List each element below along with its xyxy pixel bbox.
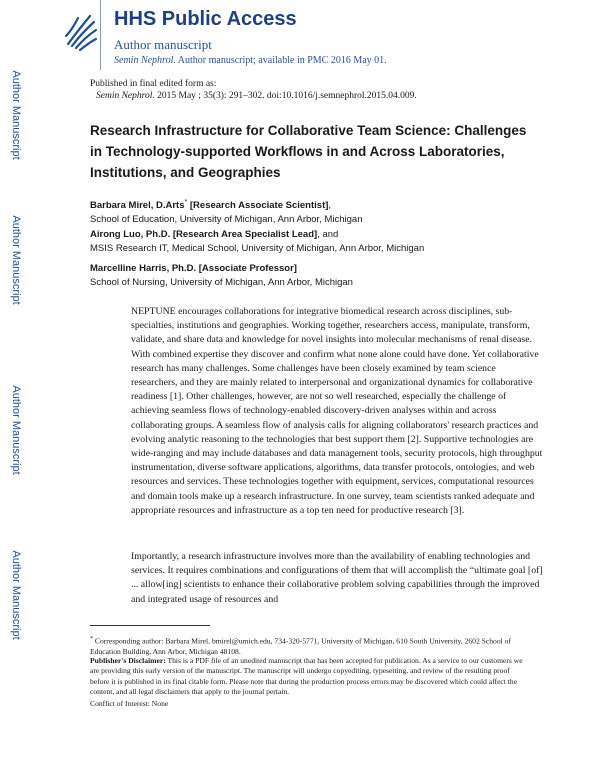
journal-name: Semin Nephrol	[114, 55, 174, 66]
side-label-3: Author Manuscript	[10, 385, 22, 475]
footnote-divider	[90, 625, 210, 626]
author-affiliation: MSIS Research IT, Medical School, University of Michigan, Ann Arbor, Michigan	[90, 243, 425, 254]
conflict-of-interest: Conflict of Interest: None	[90, 699, 169, 708]
availability-text: . Author manuscript; available in PMC 2016 May 01.	[173, 55, 387, 66]
article-title: Research Infrastructure for Collaborative Team Science: Challenges in Technology-supported Workflows in and Across Laboratories, Institutions, and Geographies	[90, 123, 527, 180]
side-label-1: Author Manuscript	[10, 70, 22, 160]
author-manuscript-subtitle: Author manuscript	[114, 37, 212, 52]
publisher-disclaimer	[90, 656, 530, 698]
body-paragraph: Importantly, a research infrastructure involves more than the availability of enabling technologies and services. It requires combinations and configurations of them that will accomplish the “ultimate goal [of] ... allow[ing] scientists to enhance their collaborative problem solving capabilities through the improved and integrated usage of resources and	[131, 551, 543, 605]
hhs-public-access-title: HHS Public Access	[114, 8, 297, 30]
citation-journal: Semin Nephrol	[96, 91, 153, 101]
author-affiliation: School of Education, University of Michigan, Ann Arbor, Michigan	[90, 214, 363, 226]
header-divider	[100, 0, 101, 70]
author-role: [Associate Professor]	[198, 263, 297, 274]
author-sep: , and	[317, 229, 339, 240]
author-block-3	[90, 262, 353, 290]
availability-line	[114, 55, 387, 66]
author-sep: ,	[328, 200, 332, 212]
author-name: Airong Luo, Ph.D.	[90, 229, 171, 240]
author-role: [Research Area Specialist Lead]	[172, 229, 318, 240]
citation-text: . 2015 May ; 35(3): 291–302. doi:10.1016/j.semnephrol.2015.04.009.	[152, 91, 417, 101]
side-label-2: Author Manuscript	[10, 215, 22, 305]
abstract-paragraph: NEPTUNE encourages collaborations for integrative biomedical research across disciplines, sub-specialties, institutions and geographies. Working together, researchers access, manipulate, transform, validate, and share data and knowledge for novel insights into molecular mechanisms of renal disease. With combined expertise they discover and confirm what none alone could have done. Yet collaborative research has many challenges. Some challenges have been closely examined by team science researchers, and they are mainly related to interpersonal and organizational dynamics for collaborative readiness [1]. Other challenges, however, are not so well researched, especially the challenge of achieving seamless flows of technology-enabled discovery-driven analyses within and across collaborating groups. A seamless flow of analysis calls for aligning collaborators' research practices and evolving analytic reasoning to the technologies that best support them [2]. Supportive technologies are wide-ranging and may include databases and data management tools, security protocols, high throughput instrumentation, diverse software applications, algorithms, data transfer protocols, ontologies, and web resources and services. These technologies together with equipment, services, computational resources and domain tools make up a research infrastructure. In one survey, team scientists ranked adequate and appropriate resources and infrastructure as a top ten need for productive research [3].	[131, 306, 543, 516]
disclaimer-label: Publisher's Disclaimer:	[90, 656, 166, 665]
hhs-eagle-logo-icon	[60, 6, 100, 54]
author-role: [Research Associate Scientist]	[189, 200, 329, 212]
corresponding-text: Corresponding author: Barbara Mirel, bmirel@umich.edu, 734-320-5771, University of Michigan, 610 South University, 2602 School of Education Building, Ann Arbor, Michigan 48108.	[90, 636, 511, 656]
author-mark: *	[184, 199, 188, 206]
published-in-line: Published in final edited form as:	[90, 79, 217, 89]
author-block-2	[90, 228, 424, 256]
side-label-4: Author Manuscript	[10, 550, 22, 640]
citation-line	[96, 91, 417, 101]
author-affiliation: School of Nursing, University of Michigan, Ann Arbor, Michigan	[90, 277, 353, 288]
footnote-mark: *	[90, 636, 93, 642]
author-name: Marcelline Harris, Ph.D.	[90, 263, 197, 274]
corresponding-author-footnote	[90, 634, 530, 657]
disclaimer-text: This is a PDF file of an unedited manuscript that has been accepted for publication. As a service to our customers we are providing this early version of the manuscript. The manuscript will undergo copyediting, typesetting, and review of the resulting proof before it is published in its final citable form. Please note that during the production process errors may be discovered which could affect the content, and all legal disclaimers that apply to the journal pertain.	[90, 656, 523, 697]
author-name: Barbara Mirel, D.Arts	[90, 200, 185, 212]
author-block-1	[90, 196, 362, 227]
